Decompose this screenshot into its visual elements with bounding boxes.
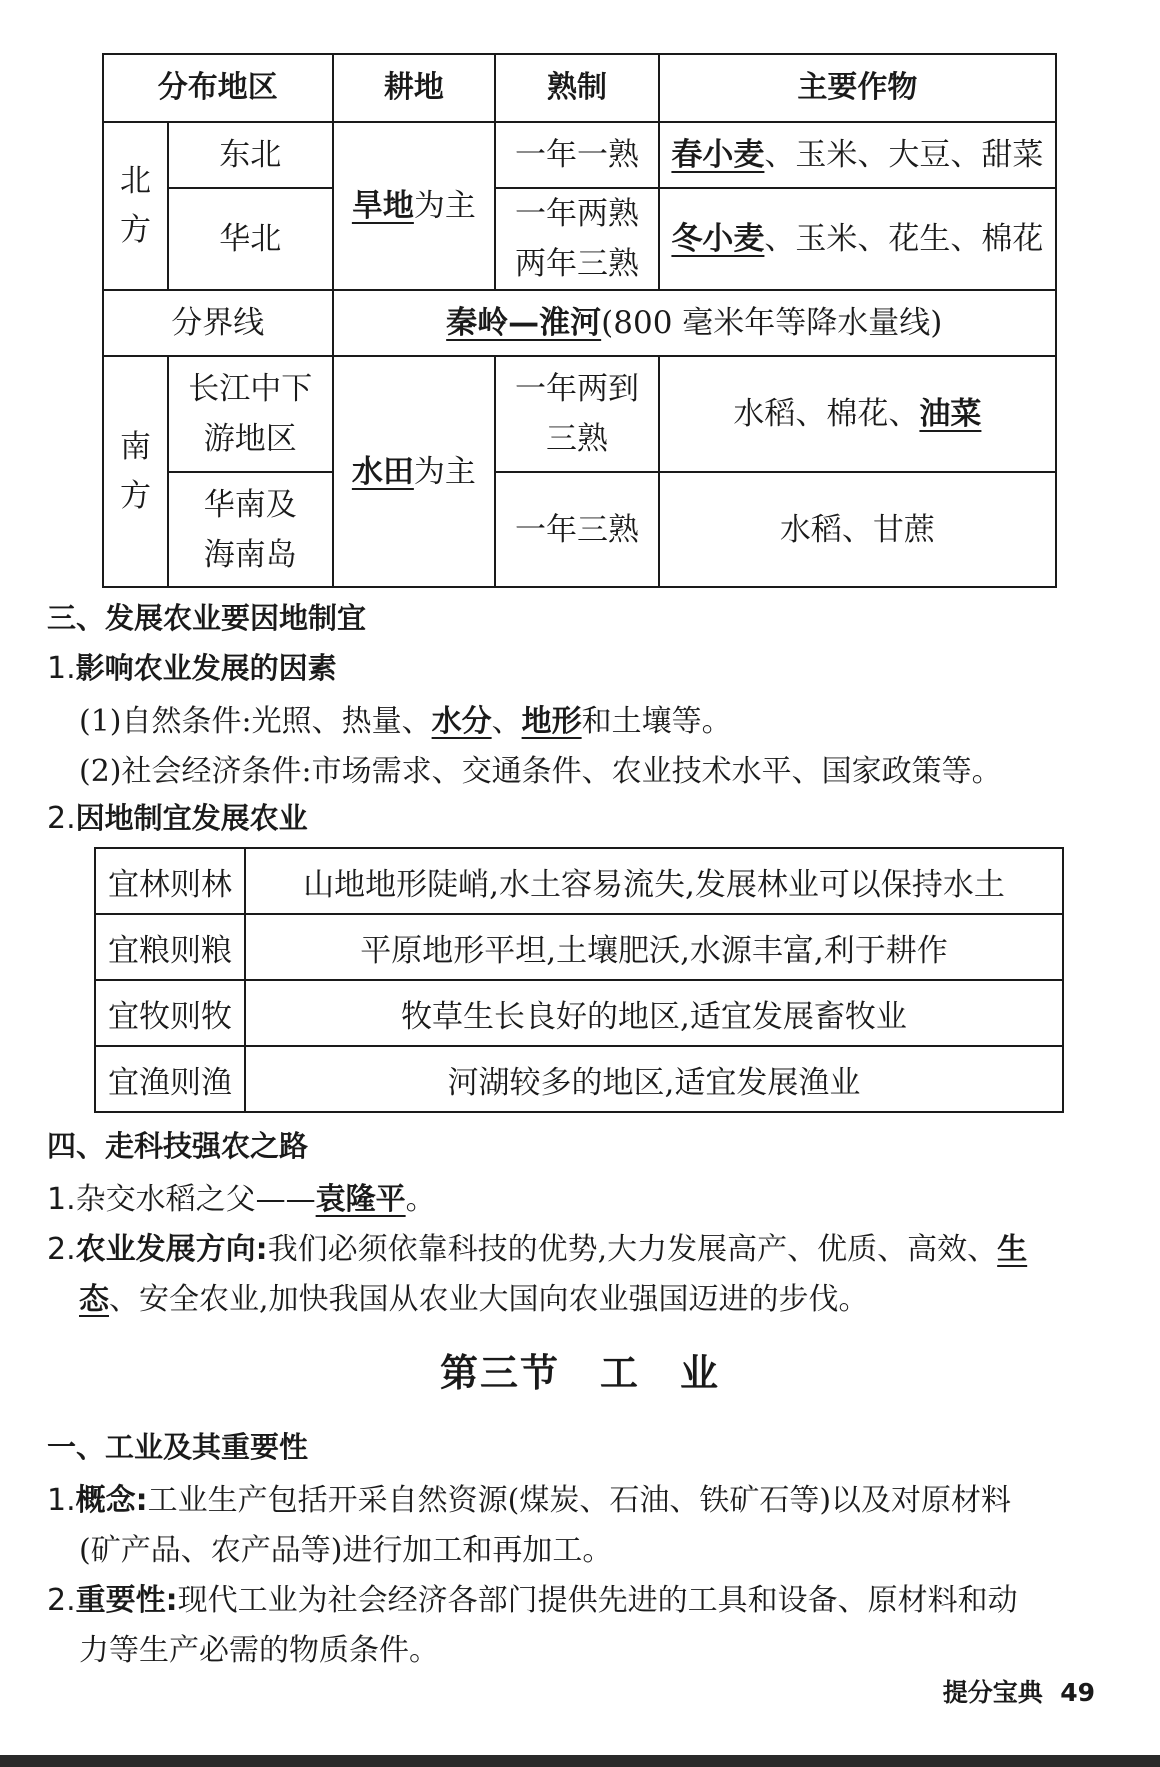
land-cell: 旱地为主	[333, 122, 496, 290]
area-cell: 东北	[168, 122, 333, 188]
table-row	[103, 356, 1056, 472]
list-item: 2.因地制宜发展农业	[47, 801, 308, 836]
table-row: 宜粮则粮 平原地形平坦,土壤肥沃,水源丰富,利于耕作	[95, 914, 1063, 980]
cycle-cell: 一年三熟	[495, 472, 659, 587]
section-heading: 三、发展农业要因地制宜	[47, 601, 367, 635]
header-region: 分布地区	[103, 54, 333, 122]
list-item: (2)社会经济条件:市场需求、交通条件、农业技术水平、国家政策等。	[79, 754, 1002, 789]
area-cell: 华北	[168, 188, 333, 290]
cycle-cell: 一年两熟 两年三熟	[495, 188, 659, 290]
bottom-bar	[0, 1755, 1160, 1767]
section-title: 第三节 工 业	[439, 1350, 720, 1395]
divider-label: 分界线	[103, 290, 333, 356]
page-footer	[943, 1673, 1095, 1709]
list-item: 力等生产必需的物质条件。	[79, 1633, 439, 1668]
divider-value: 秦岭—淮河(800 毫米年等降水量线)	[333, 290, 1056, 356]
list-item: 1.概念:工业生产包括开采自然资源(煤炭、石油、铁矿石等)以及对原材料	[47, 1483, 1012, 1518]
list-item: (1)自然条件:光照、热量、水分、地形和土壤等。	[79, 704, 732, 739]
list-item: 态、安全农业,加快我国从农业大国向农业强国迈进的步伐。	[79, 1282, 869, 1317]
list-item: 2.农业发展方向:我们必须依靠科技的优势,大力发展高产、优质、高效、生	[47, 1232, 1028, 1267]
header-land: 耕地	[333, 54, 496, 122]
list-item: 1.杂交水稻之父——袁隆平。	[47, 1182, 436, 1217]
table-row: 宜牧则牧 牧草生长良好的地区,适宜发展畜牧业	[95, 980, 1063, 1046]
page-number: 49	[1060, 1678, 1095, 1707]
list-item: 1.影响农业发展的因素	[47, 651, 337, 686]
section-heading: 一、工业及其重要性	[47, 1430, 309, 1464]
section-heading: 四、走科技强农之路	[47, 1129, 309, 1163]
region-north: 北方	[103, 122, 168, 290]
table-row	[103, 122, 1056, 188]
header-cycle: 熟制	[495, 54, 659, 122]
crops-cell: 春小麦、玉米、大豆、甜菜	[659, 122, 1056, 188]
area-cell: 华南及 海南岛	[168, 472, 333, 587]
cycle-cell: 一年两到 三熟	[495, 356, 659, 472]
farming-table	[94, 847, 1064, 1113]
region-south: 南方	[103, 356, 168, 587]
header-crops: 主要作物	[659, 54, 1056, 122]
land-cell: 水田为主	[333, 356, 496, 587]
table-row: 宜渔则渔 河湖较多的地区,适宜发展渔业	[95, 1046, 1063, 1112]
table-row	[103, 472, 1056, 587]
cycle-cell: 一年一熟	[495, 122, 659, 188]
table-header-row	[103, 54, 1056, 122]
list-item: (矿产品、农产品等)进行加工和再加工。	[79, 1533, 613, 1568]
crops-cell: 冬小麦、玉米、花生、棉花	[659, 188, 1056, 290]
book-title: 提分宝典	[942, 1678, 1043, 1707]
crops-cell: 水稻、甘蔗	[659, 472, 1056, 587]
table-row: 宜林则林 山地地形陡峭,水土容易流失,发展林业可以保持水土	[95, 848, 1063, 914]
table-row	[103, 188, 1056, 290]
crop-distribution-table	[102, 53, 1057, 588]
area-cell: 长江中下 游地区	[168, 356, 333, 472]
divider-row	[103, 290, 1056, 356]
list-item: 2.重要性:现代工业为社会经济各部门提供先进的工具和设备、原材料和动	[47, 1583, 1018, 1618]
crops-cell: 水稻、棉花、油菜	[659, 356, 1056, 472]
